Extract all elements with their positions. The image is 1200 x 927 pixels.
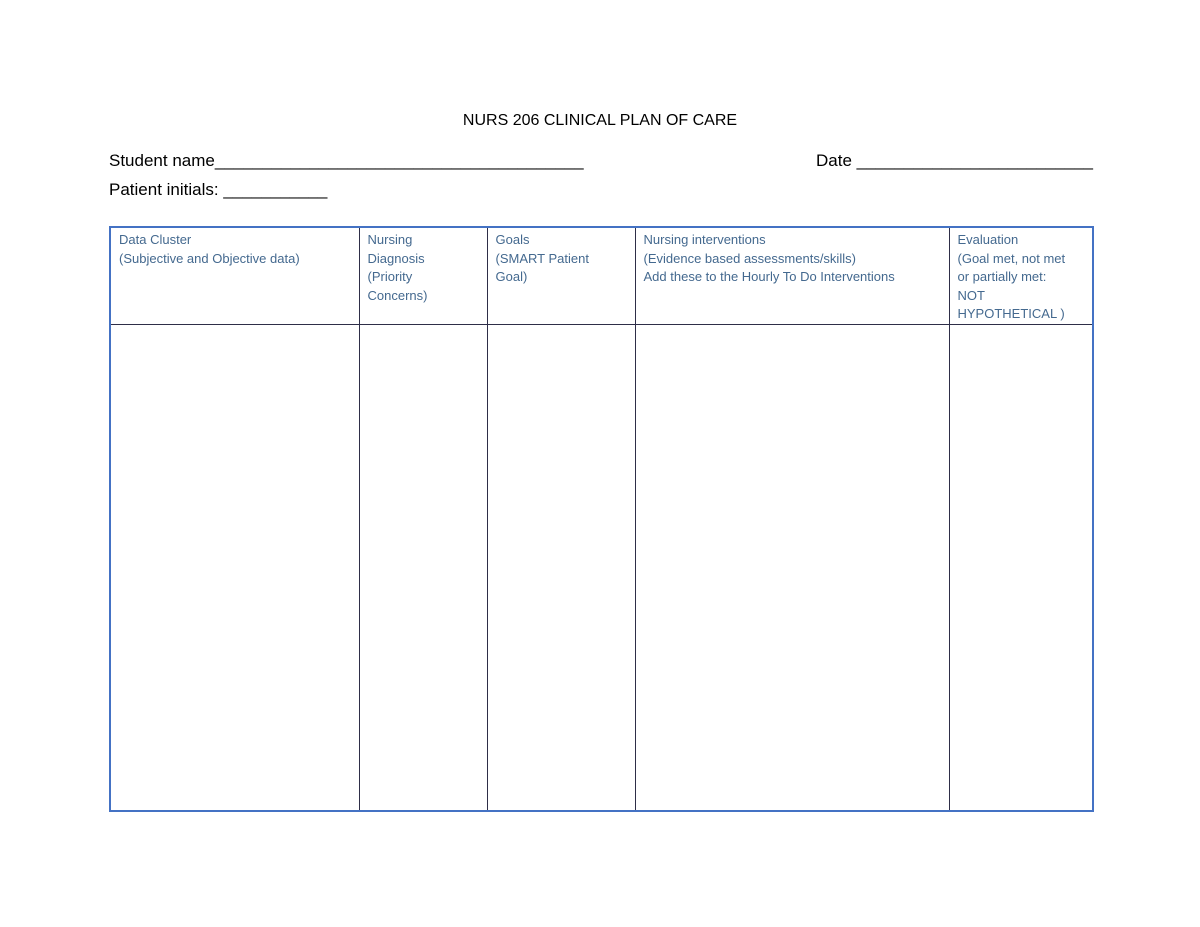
header-line: (SMART Patient	[495, 250, 589, 266]
plan-of-care-table	[109, 226, 1094, 812]
nursing-diagnosis-cell[interactable]	[359, 324, 487, 811]
header-line: Evaluation	[957, 232, 1019, 247]
header-line: HYPOTHETICAL )	[957, 306, 1065, 321]
header-line: Nursing interventions	[643, 232, 766, 247]
goals-cell[interactable]	[487, 324, 635, 811]
header-line: Nursing	[367, 232, 413, 247]
header-line: Concerns)	[367, 287, 428, 303]
nursing-interventions-cell[interactable]	[635, 324, 949, 811]
header-line: (Priority	[367, 269, 413, 284]
column-header-data-cluster	[110, 227, 359, 324]
table-row	[110, 324, 1093, 811]
patient-initials-line[interactable]: Patient initials: ___________	[109, 180, 328, 199]
column-header-nursing-diagnosis	[359, 227, 487, 324]
evaluation-cell[interactable]	[949, 324, 1093, 811]
header-line: Goals	[495, 232, 530, 247]
header-line: (Evidence based assessments/skills)	[643, 250, 856, 266]
header-line: or partially met:	[957, 269, 1047, 284]
header-line: NOT	[957, 287, 985, 303]
table-header-row	[110, 227, 1093, 324]
date-line[interactable]: Date _________________________	[816, 151, 1093, 170]
column-header-nursing-interventions	[635, 227, 949, 324]
student-name-line[interactable]: Student name_______________________________________	[109, 151, 584, 170]
column-header-goals	[487, 227, 635, 324]
data-cluster-cell[interactable]	[110, 324, 359, 811]
header-line: Add these to the Hourly To Do Interventions	[643, 269, 895, 284]
header-line: Goal)	[495, 269, 528, 284]
header-line: (Goal met, not met	[957, 250, 1066, 266]
header-line: Data Cluster	[119, 232, 192, 247]
column-header-evaluation	[949, 227, 1093, 324]
header-line: (Subjective and Objective data)	[119, 250, 300, 266]
header-line: Diagnosis	[367, 250, 425, 266]
page-title: NURS 206 CLINICAL PLAN OF CARE	[462, 112, 738, 129]
